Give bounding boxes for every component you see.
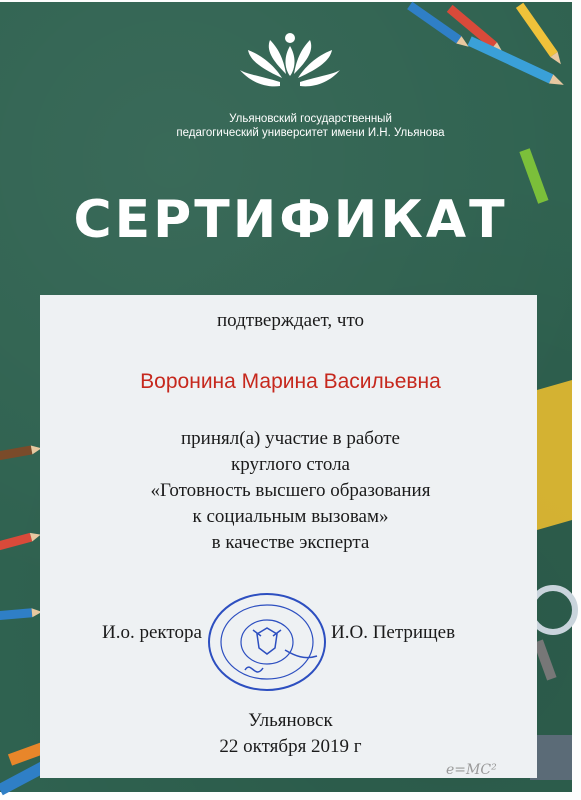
formula-decoration: e=MC² [446, 762, 497, 778]
certificate-title: СЕРТИФИКАТ [73, 190, 508, 250]
body-line: к социальным вызовам» [192, 506, 389, 527]
stamp-seal-icon [205, 590, 335, 700]
university-line-1: Ульяновский государственный [229, 113, 392, 125]
body-line: «Готовность высшего образования [150, 480, 431, 501]
certificate-body [0, 426, 581, 556]
body-line: круглого стола [230, 454, 350, 475]
body-line: в качестве эксперта [211, 532, 370, 553]
confirms-text: подтверждает, что [216, 310, 365, 331]
university-name [0, 112, 581, 140]
body-line: принял(а) участие в работе [181, 428, 400, 449]
book-tree-logo-icon [0, 0, 581, 110]
signatory-name: И.О. Петрищев [331, 622, 456, 643]
date: 22 октября 2019 г [219, 736, 362, 757]
signatory-title: И.о. ректора [102, 622, 202, 643]
university-line-2: педагогический университет имени И.Н. Ульянова [176, 127, 445, 139]
recipient-name: Воронина Марина Васильевна [140, 370, 441, 393]
city: Ульяновск [248, 710, 333, 731]
